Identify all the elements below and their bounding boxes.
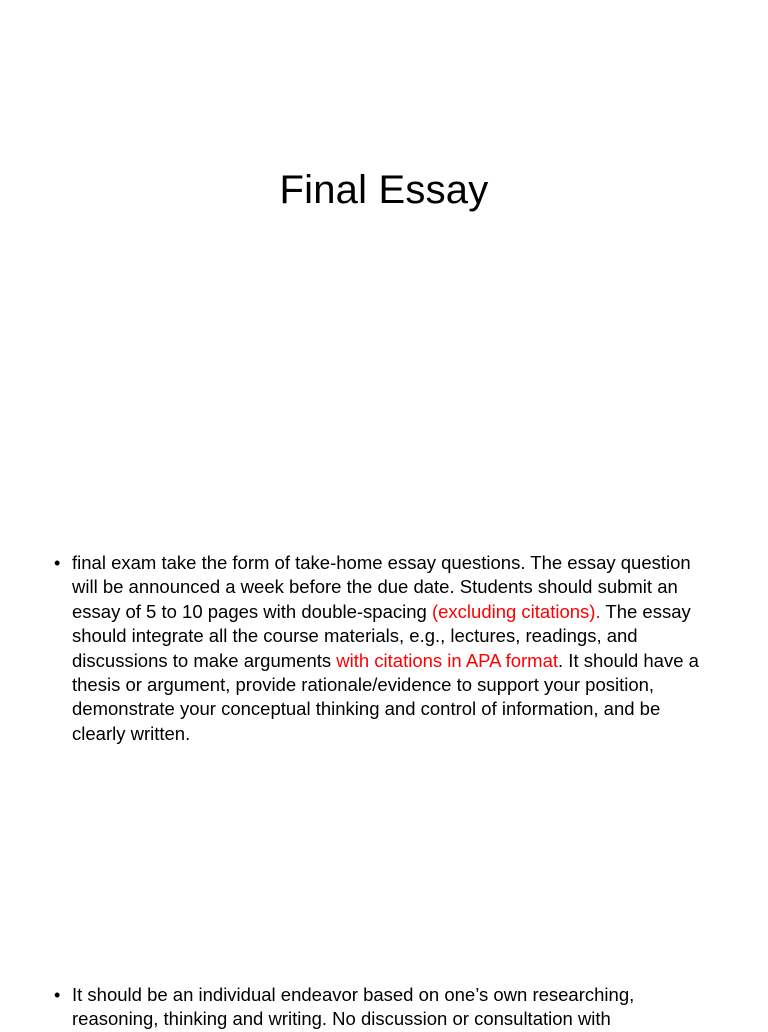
slide-title: Final Essay bbox=[279, 168, 489, 212]
bullet-text: It should be an individual endeavor based on one’s own researching, reasoning, thinking and writing. No discussion or consultation with bbox=[72, 984, 635, 1030]
bullet-icon: • bbox=[54, 985, 61, 1005]
bullet-text-segment: . It should have a thesis or argument, provide rationale/evidence to support your position, demonstrate your conceptual thinking and control of information, and be clearly written. bbox=[72, 649, 699, 744]
bullet-item-exam-format bbox=[54, 551, 718, 746]
bullet-row bbox=[54, 551, 718, 746]
bullet-text-segment: final exam take the form of take-home essay questions. The essay question will be announced a week before the due date. Students should submit an essay of 5 to 10 pages with double-spacing bbox=[72, 552, 691, 622]
highlight-excluding-citations: (excluding citations). bbox=[431, 600, 601, 622]
bullet-item-individual-endeavor bbox=[54, 983, 718, 1032]
bullet-text bbox=[72, 551, 718, 746]
bullet-text-segment: The essay should integrate all the course materials, e.g., lectures, readings, and discussions to make arguments bbox=[72, 600, 691, 671]
bullet-row bbox=[54, 983, 718, 1032]
highlight-apa-format: with citations in APA format bbox=[336, 649, 559, 671]
bullet-icon: • bbox=[54, 553, 61, 573]
